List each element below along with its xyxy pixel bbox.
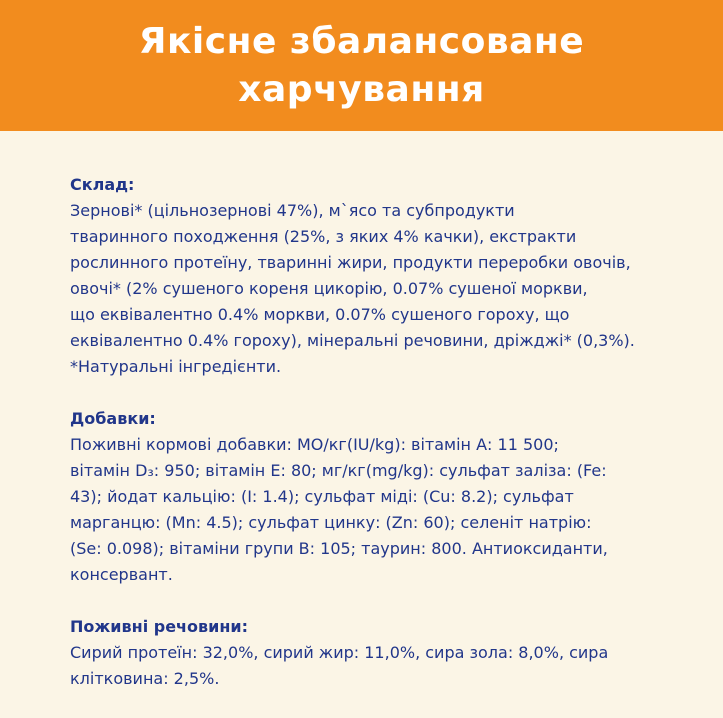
nutrients-section [70, 614, 690, 692]
additives-line: консервант. [70, 565, 173, 584]
title-banner [0, 0, 723, 131]
composition-section [70, 172, 690, 380]
composition-line: рослинного протеїну, тваринні жири, продукти переробки овочів, [70, 253, 631, 272]
additives-line: марганцю: (Mn: 4.5); сульфат цинку: (Zn: 60); селеніт натрію: [70, 513, 592, 532]
page-title-line-1: Якісне збалансоване [138, 20, 585, 62]
nutrients-line: клітковина: 2,5%. [70, 669, 220, 688]
nutrients-heading: Поживні речовини: [70, 617, 249, 636]
composition-line: тваринного походження (25%, з яких 4% качки), екстракти [70, 227, 577, 246]
additives-line: (Se: 0.098); вітаміни групи В: 105; таурин: 800. Антиоксиданти, [70, 539, 608, 558]
additives-heading: Добавки: [70, 409, 156, 428]
additives-section [70, 406, 690, 588]
composition-heading: Склад: [70, 175, 135, 194]
page-title-line-2: харчування [238, 68, 485, 110]
nutrients-line: Сирий протеїн: 32,0%, сирий жир: 11,0%, сира зола: 8,0%, сира [70, 643, 609, 662]
additives-line: вітамін D₃: 950; вітамін Е: 80; мг/кг(mg/kg): сульфат заліза: (Fe: [70, 461, 607, 480]
composition-line: *Натуральні інгредієнти. [70, 357, 282, 376]
additives-text [70, 432, 690, 588]
composition-line: овочі* (2% сушеного кореня цикорію, 0.07% сушеної моркви, [70, 279, 588, 298]
product-info [70, 172, 690, 718]
additives-line: 43); йодат кальцію: (I: 1.4); сульфат міді: (Cu: 8.2); сульфат [70, 487, 574, 506]
composition-text [70, 198, 690, 380]
composition-line: що еквівалентно 0.4% моркви, 0.07% сушеного гороху, що [70, 305, 570, 324]
additives-line: Поживні кормові добавки: МО/кг(IU/kg): вітамін А: 11 500; [70, 435, 559, 454]
composition-line: Зернові* (цільнозернові 47%), м`ясо та субпродукти [70, 201, 515, 220]
nutrients-text [70, 640, 690, 692]
composition-line: еквівалентно 0.4% гороху), мінеральні речовини, дріжджі* (0,3%). [70, 331, 635, 350]
